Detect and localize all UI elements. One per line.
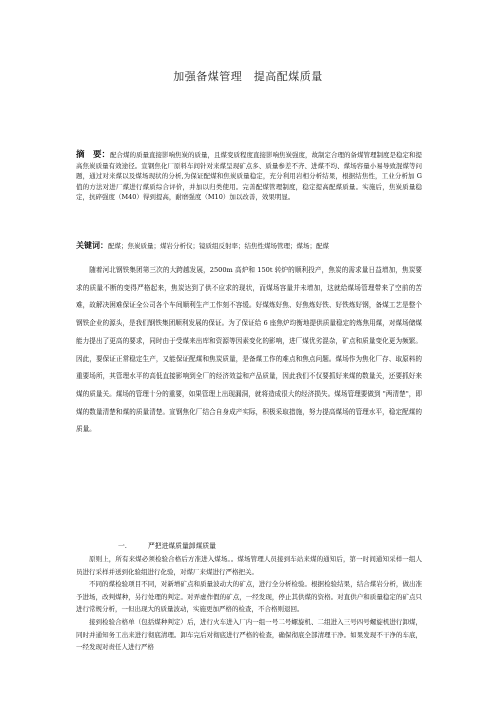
intro-body	[76, 262, 422, 439]
keywords-label: 关键词：	[76, 241, 108, 250]
page-title: 加强备煤管理 提高配煤质量	[173, 70, 323, 83]
abstract	[76, 150, 422, 203]
section-body	[76, 553, 422, 654]
abstract-label: 摘 要：	[76, 150, 111, 160]
section-paragraph: 不同的煤检验项目不同，对新增矿点和质量波动大的矿点，进行全分析检验。根据检验结果，结合煤岩分析，做出准予进场，改判煤种，另行处理的判定。对弄虚作假的矿点，一经发现，停止其供煤的资格。对直供户和质量稳定的矿点只进行常规分析，一但出现大的质量波动，实施更加严格的检查，不合格则退回。	[76, 580, 422, 614]
abstract-text: 配合煤的质量直接影响焦炭的质量，且煤变质程度直接影响焦炭强度，故制定合理的备煤管理制度是稳定和提高焦炭质量有效途径。宣钢焦化厂原料车间针对来煤呈现矿点多、质量参差不齐、进煤不均、煤场容量小易导致混煤等问题，通过对来煤以及煤场现状的分析,为保证配煤和焦炭质量稳定，充分利用岩相分析结果，根据结焦性，工业分析加 G 值的方法对进厂煤进行煤质综合评价，并加以归类使用。完善配煤管理制度，稳定提高配煤质量。实施后，焦炭质量稳定，抗碎强度（M40）得到提高，耐磨强度（M10）加以改善，效果明显。	[76, 151, 423, 202]
keywords-text: 配煤；焦炭质量；煤岩分析仪；镜质组反射率；结焦性煤场管理；煤场；配煤	[108, 242, 329, 250]
section-heading	[118, 540, 216, 550]
section-number: 一.	[118, 542, 127, 550]
intro-paragraph: 随着河北钢铁集团第三次的大跨越发展，2500m 高炉和 150t 转炉的顺利投产，焦炭的需求量日益增加，焦炭要求的质量不断的变得严格起来，焦炭达到了供不应求的现状，而煤场容量并未增加，这就给煤场管理带来了空前的苦难，故解决困难保证全公司各个车间顺利生产工作刻不容缓。好煤炼好焦、好焦炼好铁、好铁炼好钢，备煤工艺是整个钢铁企业的源头，是我们钢铁集团顺利发展的保证。为了保证给 6 座焦炉均衡地提供质量稳定的炼焦用煤，对煤场储煤能力提出了更高的要求，同时由于受煤来出库和资源等因素变化的影响，进厂煤优劣混杂，矿点和质量变化更为频繁。因此，要保证正常稳定生产，又能保证配煤和焦炭质量，是备煤工作的难点和焦点问题。煤场作为焦化厂存、取原料的重要场所，其管理水平的高低直接影响到全厂的经济效益和产品质量，因此我们不仅要抓好来煤的数量关，还要抓好来煤的质量关。煤场的管理十分的重要，如果管理上出现漏洞，就将造成很大的经济损失。煤场管理要做到 "两清楚"，即煤的数量清楚和煤的质量清楚。宣钢焦化厂结合自身成产实际，积极采取措施，努力提高煤场的管理水平，稳定配煤的质量。	[76, 266, 422, 434]
section-paragraph: 接到检验合格单（包括煤种判定）后，进行火车进入厂内一组一号二号螺旋机、二组进入三号四号螺旋机进行卸煤，同时并通知务工出来进行彻底清理。卸车完后对彻底进行严格的检查，确保彻底全部清理干净。如果发现不干净的车底，一经发现对责任人进行严格	[76, 617, 422, 652]
keywords	[76, 241, 422, 252]
section-heading-text: 严把进煤质量卸煤质量	[148, 542, 216, 550]
section-paragraph: 原则上，所有来煤必须检验合格后方准进入煤场。。煤场管理人员接到车站来煤的通知后，第一时间通知采样一组人员进行采样并送到化验组进行化验，对煤厂来煤进行严格把关。	[76, 555, 422, 576]
